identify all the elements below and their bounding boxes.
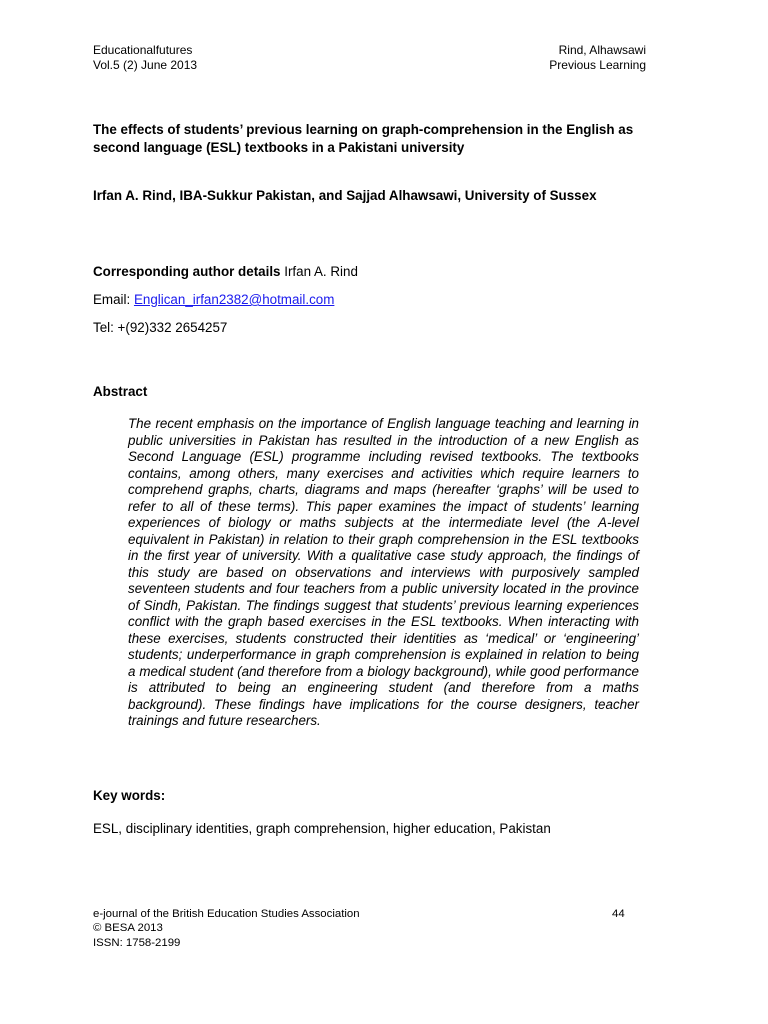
- footer-copyright: © BESA 2013: [93, 922, 163, 935]
- footer-journal: e-journal of the British Education Studies Association: [93, 908, 360, 920]
- footer: [93, 907, 360, 950]
- page-number: 44: [612, 908, 625, 920]
- header-left: [93, 43, 197, 73]
- corresponding-author: [93, 263, 358, 281]
- paper-title: The effects of students’ previous learning on graph-comprehension in the English as second language (ESL) textbooks in a Pakistani university: [93, 122, 634, 155]
- header-authors: Rind, Alhawsawi: [558, 43, 646, 57]
- running-title: Previous Learning: [549, 58, 646, 72]
- keywords-text: ESL, disciplinary identities, graph comprehension, higher education, Pakistan: [93, 821, 551, 836]
- header-right: [549, 43, 646, 73]
- email-label: Email:: [93, 292, 131, 307]
- keywords-heading: Key words:: [93, 788, 166, 803]
- abstract-text: The recent emphasis on the importance of English language teaching and learning in public universities in Pakistan has resulted in the introduction of a new English as Second Language (ESL) programme including revised textbooks. The textbooks contains, among others, many exercises and activities which require learners to comprehend graphs, charts, diagrams and maps (hereafter ‘graphs’ will be used to refer to all of these terms). This paper examines the impact of students’ learning experiences of biology or maths subjects at the intermediate level (the A-level equivalent in Pakistan) in relation to their graph comprehension in the ESL textbooks in the first year of university. With a qualitative case study approach, the findings of this study are based on observations and interviews with purposively sampled seventeen students and four teachers from a public university located in the province of Sindh, Pakistan. The findings suggest that students’ previous learning experiences conflict with the graph based exercises in the ESL textbooks. When interacting with these exercises, students constructed their identities as ‘medical’ or ‘engineering’ students; underperformance in graph comprehension is explained in relation to being a medical student (and therefore from a biology background), while good performance is attributed to being an engineering student (and therefore from a maths background). These findings have implications for the course designers, teacher trainings and future researchers.: [128, 416, 639, 728]
- corresponding-author-name: Irfan A. Rind: [284, 264, 358, 279]
- corresponding-author-label: Corresponding author details: [93, 264, 281, 279]
- footer-issn: ISSN: 1758-2199: [93, 936, 181, 949]
- email-line: [93, 291, 334, 309]
- paper-authors: Irfan A. Rind, IBA-Sukkur Pakistan, and Sajjad Alhawsawi, University of Sussex: [93, 188, 597, 203]
- email-link[interactable]: Englican_irfan2382@hotmail.com: [133, 292, 335, 307]
- journal-issue: Vol.5 (2) June 2013: [93, 58, 198, 72]
- telephone: Tel: +(92)332 2654257: [93, 320, 228, 335]
- journal-name: Educationalfutures: [93, 43, 193, 57]
- abstract-heading: Abstract: [93, 384, 148, 399]
